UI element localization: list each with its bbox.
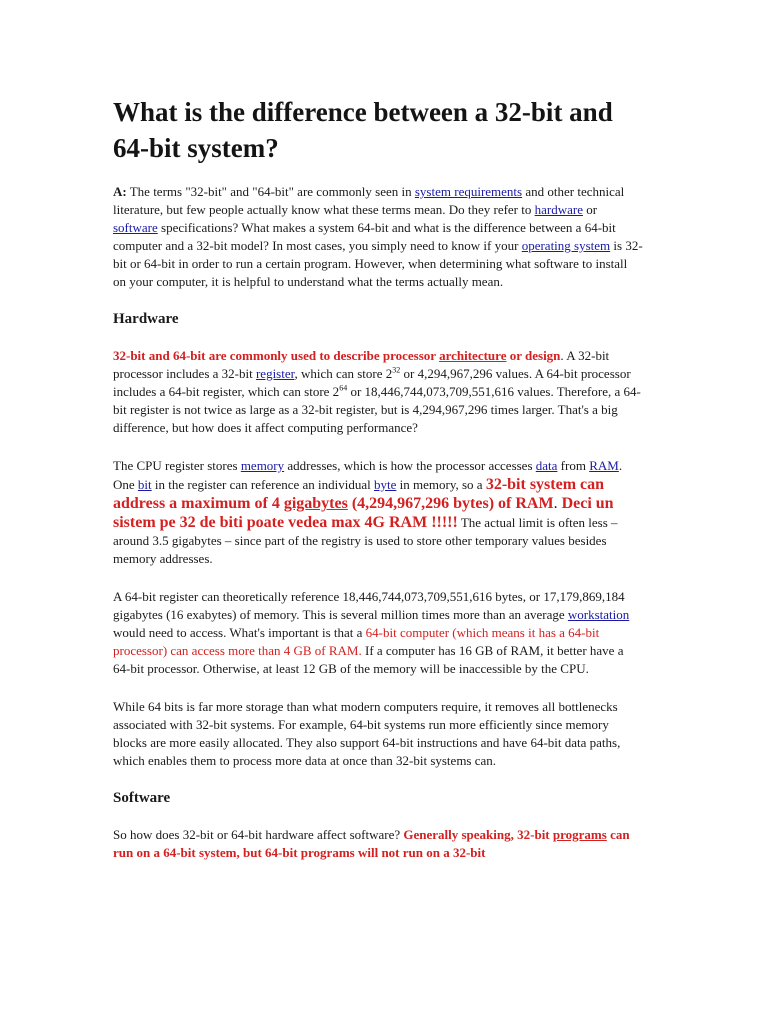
link-memory[interactable]: memory [240,458,285,473]
highlight-text: Generally speaking, 32-bit [403,827,553,842]
link-byte[interactable]: byte [374,477,397,492]
hardware-paragraph-2 [113,457,643,568]
highlight-text: 64-bit computer (which means it has a 64-bit processor) can access more than 4 GB of RAM. [113,625,600,658]
text-run: addresses, which is how the processor accesses [284,458,536,473]
article [113,94,643,862]
text-run: and other technical literature, but few people actually know what these terms mean. Do they refer to [113,184,625,217]
link-software[interactable]: software [113,220,158,235]
superscript: 32 [392,365,401,375]
text-run: from [557,458,590,473]
link-hardware[interactable]: hardware [534,202,583,217]
link-ram[interactable]: RAM [589,458,619,473]
link-bit[interactable]: bit [137,477,152,492]
text-run: If a computer has 16 GB of RAM, it better have a 64-bit processor. Otherwise, at least 12 GB of the memory will be inaccessible by the CPU. [113,643,624,676]
highlight-text: or design [506,348,561,363]
text-run: would need to access. What's important is that a [113,625,366,640]
section-heading-software: Software [113,790,171,806]
text-run: . A 32-bit processor includes a 32-bit [113,348,610,381]
text-run: So how does 32-bit or 64-bit hardware affect software? [113,827,404,842]
text-run: . One [113,458,623,492]
text-run: The actual limit is often less – around 3.5 gigabytes – since part of the registry is used to store other temporary values besides memory addresses. [113,515,618,566]
link-register[interactable]: register [255,366,295,381]
highlight-text: Deci un sistem pe 32 de biti poate vedea max 4G RAM !!!!! [113,495,614,531]
section-heading-hardware: Hardware [113,311,179,327]
text-run: . [553,495,562,512]
text-run: specifications? What makes a system 64-bit and what is the difference between a 64-bit computer and a 32-bit model? In most cases, you simply need to know if your [113,220,616,253]
page-title: What is the difference between a 32-bit and 64-bit system? [113,97,613,163]
link-operating-system[interactable]: operating system [521,238,611,253]
link-programs[interactable]: programs [552,827,607,842]
text-run: or 18,446,744,073,709,551,616 values. Therefore, a 64-bit register is not twice as large as a 32-bit register, but is 4,294,967,296 times larger. That's a big difference, but how does it affect computing performance? [113,384,641,435]
link-system-requirements[interactable]: system requirements [414,184,523,199]
text-run: A 64-bit register can theoretically reference 18,446,744,073,709,551,616 bytes, or 17,179,869,184 gigabytes (16 exabytes) of memory. This is several million times more than an average [113,589,625,622]
text-run: in the register can reference an individual [151,477,374,492]
hardware-paragraph-4: While 64 bits is far more storage than what modern computers require, it removes all bottlenecks associated with 32-bit systems. For example, 64-bit systems run more efficiently since memory blocks are more easily allocated. They also support 64-bit instructions and have 64-bit data paths, which enables them to process more data at once than 32-bit systems can. [113,699,621,768]
hardware-paragraph-1 [113,347,643,437]
link-gigabytes[interactable]: gigabytes [283,495,348,512]
text-run: is 32-bit or 64-bit in order to run a certain program. However, when determining what software to install on your computer, it is helpful to understand what the terms actually mean. [113,238,643,289]
highlight-text: 32-bit and 64-bit are commonly used to describe processor [113,348,440,363]
text-run: or 4,294,967,296 values. A 64-bit processor includes a 64-bit register, which can store 2 [113,366,631,399]
superscript: 64 [339,383,348,393]
text-run: , which can store 2 [294,366,393,381]
text-run: The terms "32-bit" and "64-bit" are commonly seen in [126,184,415,199]
software-paragraph-1 [113,826,643,862]
link-architecture[interactable]: architecture [439,348,507,363]
highlight-text: (4,294,967,296 bytes) of RAM [347,495,554,512]
link-workstation[interactable]: workstation [567,607,630,622]
highlight-text: can run on a 64-bit system, but 64-bit programs will not run on a 32-bit [113,827,630,860]
highlight-text: 32-bit system can address a maximum of 4 [113,476,605,512]
answer-label: A: [113,184,127,199]
intro-paragraph [113,183,643,291]
link-data[interactable]: data [535,458,558,473]
text-run: The CPU register stores [113,458,241,473]
hardware-paragraph-3 [113,588,643,678]
text-run: in memory, so a [396,477,486,492]
text-run: or [582,202,598,217]
